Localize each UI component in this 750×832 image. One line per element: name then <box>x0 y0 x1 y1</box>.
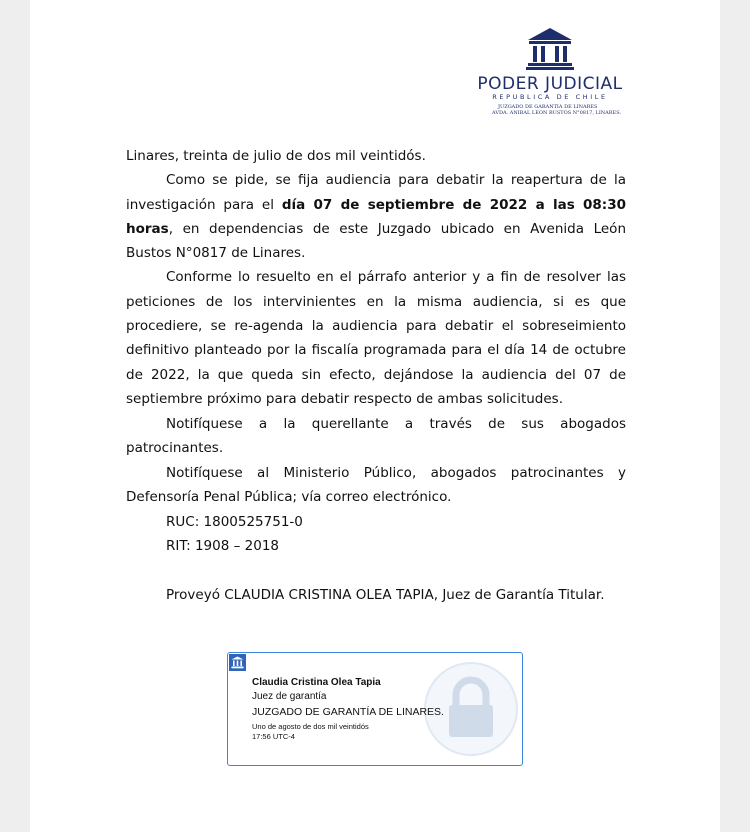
paragraph-2-line-1: Conforme lo resuelto en el párrafo anterior y a fin de resolver las <box>166 269 626 285</box>
courthouse-icon <box>526 26 574 72</box>
logo-country: REPUBLICA DE CHILE <box>492 93 608 101</box>
signature-time: 17:56 UTC-4 <box>252 732 295 741</box>
paragraph-2-line-3: procediere, se re-agenda la audiencia para debatir el sobreseimiento <box>126 318 626 334</box>
signer-role: Juez de garantía <box>252 691 327 702</box>
paragraph-2-line-4: definitivo planteado por la fiscalía programada para el día 14 de octubre <box>126 342 626 358</box>
date-line: Linares, treinta de julio de dos mil veintidós. <box>126 148 426 164</box>
courthouse-icon <box>229 654 246 671</box>
electronic-signature-box <box>227 652 523 766</box>
paragraph-2-line-2: peticiones de los intervinientes en la misma audiencia, si es que <box>126 294 626 310</box>
ruc-line: RUC: 1800525751-0 <box>166 514 303 530</box>
paragraph-2-line-5: de 2022, la que queda sin efecto, dejándose la audiencia del 07 de <box>126 367 626 383</box>
signer-name: Claudia Cristina Olea Tapia <box>252 677 381 688</box>
paragraph-1-line-1: Como se pide, se fija audiencia para debatir la reapertura de la <box>166 172 626 188</box>
paragraph-4-line-2: Defensoría Penal Pública; vía correo electrónico. <box>126 489 452 505</box>
paragraph-1-line-2 <box>126 197 626 213</box>
bold-date: día 07 de septiembre de 2022 a las 08:30 <box>281 197 626 213</box>
signer-line: Proveyó CLAUDIA CRISTINA OLEA TAPIA, Juez de Garantía Titular. <box>166 587 605 603</box>
logo-court-line: JUZGADO DE GARANTIA DE LINARES <box>498 104 598 110</box>
signature-date: Uno de agosto de dos mil veintidós <box>252 722 369 731</box>
paragraph-3-line-2: patrocinantes. <box>126 440 224 456</box>
logo-address-line: AVDA. ANIBAL LEON BUSTOS N°0817, LINARES. <box>492 110 622 116</box>
paragraph-1-line-4: Bustos N°0817 de Linares. <box>126 245 306 261</box>
text-segment: investigación para el <box>126 197 282 213</box>
rit-line: RIT: 1908 – 2018 <box>166 538 280 554</box>
bold-hours: horas <box>126 221 169 237</box>
poder-judicial-logo <box>470 26 630 120</box>
paragraph-2-line-6: septiembre próximo para debatir respecto de ambas solicitudes. <box>126 391 564 407</box>
paragraph-4-line-1: Notifíquese al Ministerio Público, abogados patrocinantes y <box>166 465 626 481</box>
paragraph-1-line-3 <box>126 221 626 237</box>
text-segment: , en dependencias de este Juzgado ubicado en Avenida León <box>168 221 626 237</box>
logo-institution: PODER JUDICIAL <box>477 74 623 94</box>
paragraph-3-line-1: Notifíquese a la querellante a través de sus abogados <box>166 416 626 432</box>
signer-court: JUZGADO DE GARANTÍA DE LINARES. <box>252 706 444 718</box>
